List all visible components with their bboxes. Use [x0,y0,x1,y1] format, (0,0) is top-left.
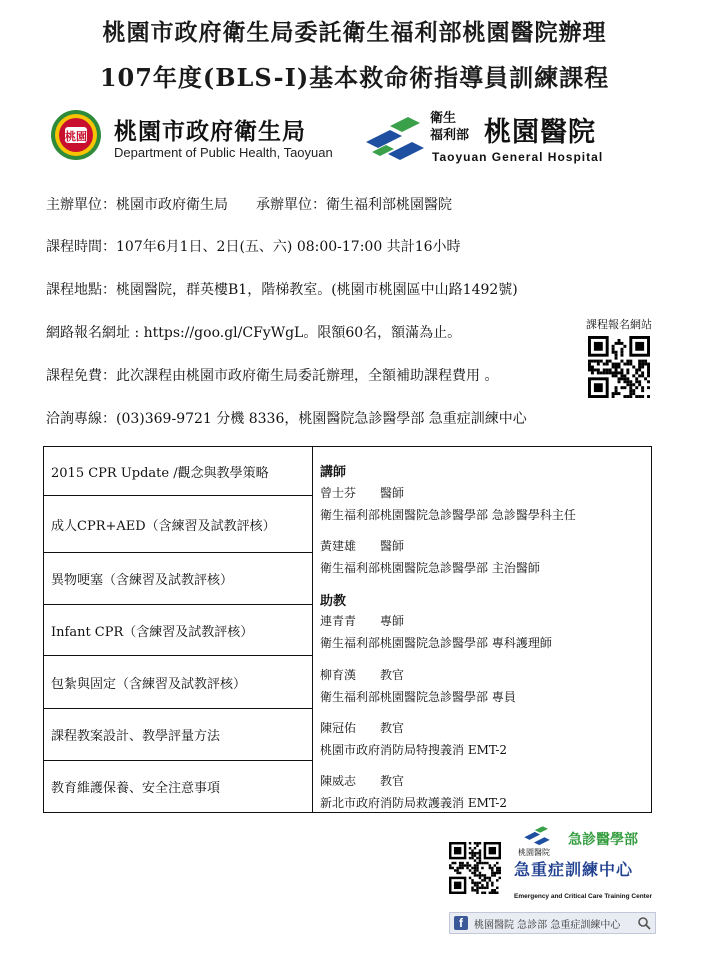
course-fee: 課程免費：此次課程由桃園市政府衛生局委託辦理，全額補助課程費用 。 [46,368,499,384]
assistants-heading: 助教 [320,594,347,609]
organizer-label: 主辦單位： [46,197,116,213]
co-organizer-label: 承辦單位： [256,197,326,213]
health-bureau-logo [46,107,366,167]
course-time: 課程時間：107年6月1日、2日(五、六) 08:00-17:00 共計16小時 [46,239,461,255]
hospital-ministry-label: 衛生 福利部 [430,111,470,143]
course-item: 教育維護保養、安全注意事項 [51,781,221,796]
footer-dept-name: 急診醫學部 [568,832,638,848]
search-icon[interactable] [637,916,651,930]
health-bureau-name-zh: 桃園市政府衛生局 [114,119,306,145]
staff-line: 黃建雄 醫師 [320,539,405,553]
staff-line: 衛生福利部桃園醫院急診醫學部 主治醫師 [320,561,540,575]
course-item: 包紮與固定（含練習及試教評核） [44,656,312,709]
staff-line: 柳育漢 教官 [320,668,405,682]
health-bureau-name-en: Department of Public Health, Taoyuan [114,145,333,160]
footer-hospital-label: 桃園醫院 [518,848,550,857]
title-line-1: 桃園市政府衛生局委託衛生福利部桃園醫院辦理 [102,20,607,46]
hospital-mark-icon [364,112,426,162]
svg-text:桃園: 桃園 [65,130,87,143]
staff-line: 連青青 專師 [320,614,405,628]
training-center-logo [510,822,660,904]
hospital-name-zh: 桃園醫院 [484,117,596,148]
staff-line: 曾士芬 醫師 [320,486,405,500]
facebook-qr-code-icon[interactable] [449,842,501,894]
title-line-2: 107年度(BLS-I)基本救命術指導員訓練課程 [99,63,610,92]
hospital-mark-icon [520,824,554,846]
staff-line: 衛生福利部桃園醫院急診醫學部 急診醫學科主任 [320,508,576,522]
course-location: 課程地點：桃園醫院，群英樓B1，階梯教室。(桃園市桃園區中山路1492號) [46,282,518,298]
course-item: Infant CPR（含練習及試教評核） [44,605,312,656]
organizer-value: 桃園市政府衛生局 [116,197,228,213]
staff-line: 桃園市政府消防局特搜義消 EMT-2 [320,743,508,757]
footer-center-name: 急重症訓練中心 [514,860,634,879]
course-item: 2015 CPR Update /觀念與教學策略 [44,447,312,496]
instructors-heading: 講師 [320,465,347,480]
course-item: 成人CPR+AED（含練習及試教評核） [44,496,312,553]
co-organizer-value: 衛生福利部桃園醫院 [326,197,452,213]
staff-line: 陳威志 教官 [320,774,405,788]
registration-url[interactable]: 網路報名網址 : https://goo.gl/CFyWgL。限額60名，額滿為止。 [46,325,462,341]
facebook-icon: f [454,916,468,930]
contact-line: 洽詢專線：(03)369-9721 分機 8336，桃園醫院急診醫學部 急重症訓練中心 [46,411,527,427]
organizer-line [46,194,452,214]
staff-line: 陳冠佑 教官 [320,721,405,735]
health-bureau-seal-icon [50,109,102,161]
staff-line: 衛生福利部桃園醫院急診醫學部 專科護理師 [320,636,552,650]
staff-line: 衛生福利部桃園醫院急診醫學部 專員 [320,690,516,704]
facebook-page-name: 桃園醫院 急診部 急重症訓練中心 [474,920,621,931]
registration-qr-block[interactable] [577,316,661,398]
course-item: 異物哽塞（含練習及試教評核） [44,553,312,605]
registration-qr-code-icon[interactable] [588,336,650,398]
facebook-search-bar[interactable] [449,912,656,934]
course-table [43,446,652,813]
hospital-logo [364,108,644,170]
hospital-name-en: Taoyuan General Hospital [432,150,604,164]
footer-center-name-en: Emergency and Critical Care Training Center [514,893,652,900]
course-item: 課程教案設計、教學評量方法 [44,709,312,761]
staff-line: 新北市政府消防局救護義消 EMT-2 [320,796,508,810]
registration-qr-label: 課程報名網站 [586,318,652,331]
course-list [44,447,313,812]
